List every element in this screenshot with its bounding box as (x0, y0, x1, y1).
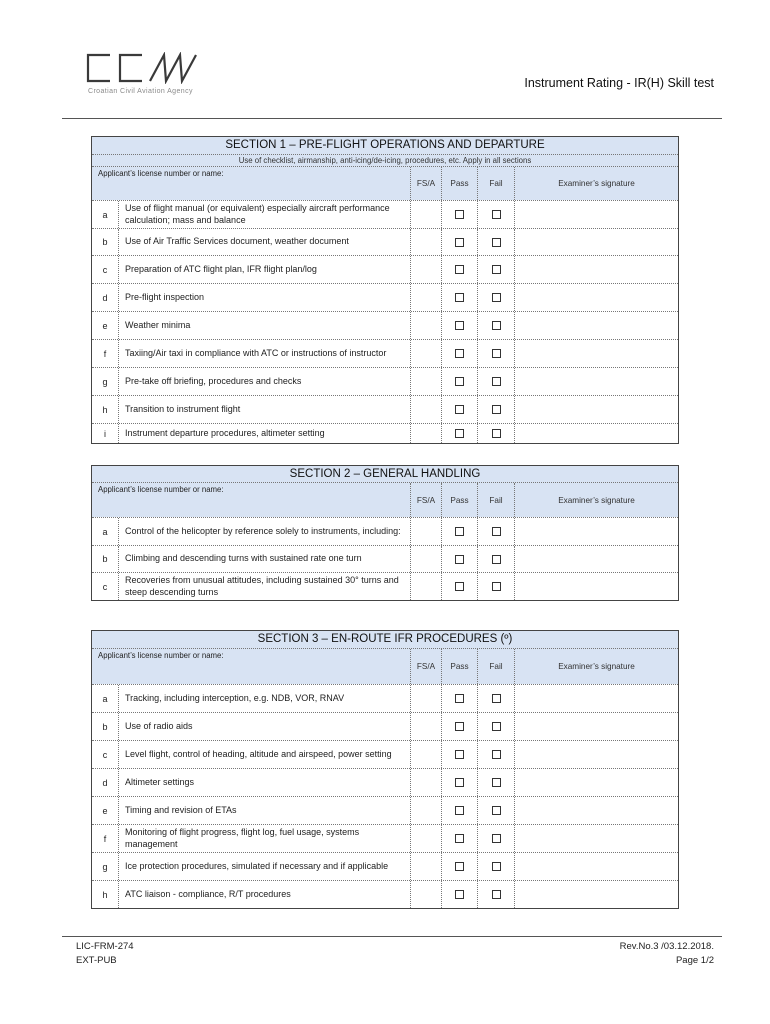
column-fsa: FS/A (411, 483, 442, 517)
section-subtitle: Use of checklist, airmanship, anti-icing/de-icing, procedures, etc. Apply in all sections (92, 155, 678, 167)
item-letter: b (92, 713, 119, 740)
fail-cell (478, 741, 515, 768)
fail-checkbox[interactable] (492, 265, 501, 274)
pass-checkbox[interactable] (455, 405, 464, 414)
fail-checkbox[interactable] (492, 405, 501, 414)
fsa-cell[interactable] (411, 229, 442, 255)
pass-cell (442, 546, 478, 572)
checklist-row (92, 518, 678, 546)
item-description: Ice protection procedures, simulated if necessary and if applicable (119, 853, 411, 880)
fsa-cell[interactable] (411, 368, 442, 395)
fsa-cell[interactable] (411, 201, 442, 228)
checklist-row (92, 797, 678, 825)
header-divider (62, 118, 722, 119)
examiner-signature-cell[interactable] (515, 256, 678, 283)
license-label: Applicant’s license number or name: (92, 649, 411, 684)
fsa-cell[interactable] (411, 769, 442, 796)
fail-cell (478, 881, 515, 908)
item-letter: a (92, 685, 119, 712)
column-examiner-signature: Examiner’s signature (515, 167, 678, 200)
examiner-signature-cell[interactable] (515, 825, 678, 852)
fsa-cell[interactable] (411, 284, 442, 311)
fail-checkbox[interactable] (492, 722, 501, 731)
checklist-row (92, 741, 678, 769)
page-number: Page 1/2 (675, 954, 714, 966)
item-description: Pre-flight inspection (119, 284, 411, 311)
fsa-cell[interactable] (411, 825, 442, 852)
item-description: Taxiing/Air taxi in compliance with ATC or instructions of instructor (119, 340, 411, 367)
fail-cell (478, 312, 515, 339)
fail-cell (478, 573, 515, 600)
item-description: Pre-take off briefing, procedures and checks (119, 368, 411, 395)
pass-cell (442, 741, 478, 768)
item-description: Recoveries from unusual attitudes, including sustained 30° turns and steep descending turns (119, 573, 411, 600)
section-3-table (91, 630, 679, 909)
fail-checkbox[interactable] (492, 555, 501, 564)
examiner-signature-cell[interactable] (515, 769, 678, 796)
document-title: Instrument Rating - IR(H) Skill test (524, 76, 714, 90)
table-header (92, 167, 678, 201)
fail-checkbox[interactable] (492, 238, 501, 247)
pass-cell (442, 396, 478, 423)
examiner-signature-cell[interactable] (515, 368, 678, 395)
fail-checkbox[interactable] (492, 890, 501, 899)
pass-cell (442, 424, 478, 443)
column-examiner-signature: Examiner’s signature (515, 483, 678, 517)
table-header (92, 649, 678, 685)
fail-checkbox[interactable] (492, 377, 501, 386)
fsa-cell[interactable] (411, 396, 442, 423)
item-letter: e (92, 797, 119, 824)
section-title: SECTION 1 – PRE-FLIGHT OPERATIONS AND DEPARTURE (92, 137, 678, 155)
item-letter: d (92, 284, 119, 311)
checklist-row (92, 396, 678, 424)
examiner-signature-cell[interactable] (515, 312, 678, 339)
section-1-table (91, 136, 679, 444)
checklist-row (92, 713, 678, 741)
fail-cell (478, 229, 515, 255)
fail-cell (478, 396, 515, 423)
checklist-row (92, 825, 678, 853)
item-description: Climbing and descending turns with sustained rate one turn (119, 546, 411, 572)
examiner-signature-cell[interactable] (515, 853, 678, 880)
item-letter: f (92, 825, 119, 852)
pass-cell (442, 713, 478, 740)
pass-checkbox[interactable] (455, 238, 464, 247)
checklist-row (92, 312, 678, 340)
fail-checkbox[interactable] (492, 862, 501, 871)
pass-cell (442, 284, 478, 311)
pass-checkbox[interactable] (455, 377, 464, 386)
examiner-signature-cell[interactable] (515, 518, 678, 545)
examiner-signature-cell[interactable] (515, 713, 678, 740)
agency-name: Croatian Civil Aviation Agency (88, 88, 193, 95)
item-letter: c (92, 741, 119, 768)
fsa-cell[interactable] (411, 546, 442, 572)
fsa-cell[interactable] (411, 713, 442, 740)
license-label: Applicant’s license number or name: (92, 167, 411, 200)
pass-cell (442, 797, 478, 824)
examiner-signature-cell[interactable] (515, 284, 678, 311)
fail-cell (478, 518, 515, 545)
pass-checkbox[interactable] (455, 527, 464, 536)
fsa-cell[interactable] (411, 741, 442, 768)
examiner-signature-cell[interactable] (515, 741, 678, 768)
item-description: Weather minima (119, 312, 411, 339)
pass-checkbox[interactable] (455, 582, 464, 591)
pass-checkbox[interactable] (455, 722, 464, 731)
fail-cell (478, 713, 515, 740)
checklist-row (92, 201, 678, 229)
item-description: Instrument departure procedures, altimeter setting (119, 424, 411, 443)
pass-checkbox[interactable] (455, 265, 464, 274)
pass-cell (442, 881, 478, 908)
fail-checkbox[interactable] (492, 321, 501, 330)
item-description: Monitoring of flight progress, flight log, fuel usage, systems management (119, 825, 411, 852)
footer-divider (62, 936, 722, 937)
checklist-row (92, 769, 678, 797)
checklist-row (92, 368, 678, 396)
column-fail: Fail (478, 167, 515, 200)
examiner-signature-cell[interactable] (515, 340, 678, 367)
examiner-signature-cell[interactable] (515, 797, 678, 824)
item-description: Transition to instrument flight (119, 396, 411, 423)
item-description: Timing and revision of ETAs (119, 797, 411, 824)
column-fsa: FS/A (411, 649, 442, 684)
footer-left (76, 940, 134, 968)
checklist-row (92, 546, 678, 573)
pass-cell (442, 518, 478, 545)
item-letter: a (92, 201, 119, 228)
fail-checkbox[interactable] (492, 293, 501, 302)
examiner-signature-cell[interactable] (515, 573, 678, 600)
examiner-signature-cell[interactable] (515, 546, 678, 572)
section-title: SECTION 2 – GENERAL HANDLING (92, 466, 678, 483)
item-letter: i (92, 424, 119, 443)
item-description: Control of the helicopter by reference solely to instruments, including: (119, 518, 411, 545)
pass-checkbox[interactable] (455, 429, 464, 438)
fail-cell (478, 284, 515, 311)
pass-cell (442, 769, 478, 796)
form-id: LIC-FRM-274 (76, 941, 134, 952)
fail-cell (478, 368, 515, 395)
pass-checkbox[interactable] (455, 210, 464, 219)
item-description: Use of radio aids (119, 713, 411, 740)
column-examiner-signature: Examiner’s signature (515, 649, 678, 684)
pass-cell (442, 312, 478, 339)
fsa-cell[interactable] (411, 853, 442, 880)
examiner-signature-cell[interactable] (515, 424, 678, 443)
item-letter: b (92, 546, 119, 572)
item-description: Preparation of ATC flight plan, IFR flight plan/log (119, 256, 411, 283)
item-description: Level flight, control of heading, altitude and airspeed, power setting (119, 741, 411, 768)
fsa-cell[interactable] (411, 424, 442, 443)
fail-checkbox[interactable] (492, 210, 501, 219)
fail-cell (478, 769, 515, 796)
item-letter: d (92, 769, 119, 796)
pass-cell (442, 201, 478, 228)
pass-cell (442, 229, 478, 255)
checklist-row (92, 573, 678, 600)
checklist-row (92, 284, 678, 312)
column-fail: Fail (478, 483, 515, 517)
fsa-cell[interactable] (411, 256, 442, 283)
fail-checkbox[interactable] (492, 527, 501, 536)
item-description: Use of Air Traffic Services document, weather document (119, 229, 411, 255)
fail-cell (478, 340, 515, 367)
distribution-code: EXT-PUB (76, 954, 117, 966)
fsa-cell[interactable] (411, 573, 442, 600)
item-letter: g (92, 368, 119, 395)
pass-checkbox[interactable] (455, 778, 464, 787)
item-letter: c (92, 256, 119, 283)
table-header (92, 483, 678, 518)
item-letter: b (92, 229, 119, 255)
fail-cell (478, 825, 515, 852)
fail-checkbox[interactable] (492, 778, 501, 787)
pass-checkbox[interactable] (455, 321, 464, 330)
item-letter: h (92, 881, 119, 908)
pass-cell (442, 685, 478, 712)
item-description: Tracking, including interception, e.g. NDB, VOR, RNAV (119, 685, 411, 712)
fsa-cell[interactable] (411, 797, 442, 824)
fail-checkbox[interactable] (492, 429, 501, 438)
checklist-row (92, 229, 678, 256)
fsa-cell[interactable] (411, 312, 442, 339)
fsa-cell[interactable] (411, 881, 442, 908)
pass-cell (442, 368, 478, 395)
examiner-signature-cell[interactable] (515, 396, 678, 423)
item-letter: f (92, 340, 119, 367)
pass-checkbox[interactable] (455, 293, 464, 302)
examiner-signature-cell[interactable] (515, 229, 678, 255)
fail-cell (478, 546, 515, 572)
checklist-row (92, 881, 678, 908)
column-pass: Pass (442, 649, 478, 684)
item-letter: c (92, 573, 119, 600)
examiner-signature-cell[interactable] (515, 201, 678, 228)
examiner-signature-cell[interactable] (515, 685, 678, 712)
fail-cell (478, 685, 515, 712)
section-2-table (91, 465, 679, 601)
license-label: Applicant’s license number or name: (92, 483, 411, 517)
pass-checkbox[interactable] (455, 806, 464, 815)
fsa-cell[interactable] (411, 685, 442, 712)
item-letter: g (92, 853, 119, 880)
item-letter: e (92, 312, 119, 339)
fail-checkbox[interactable] (492, 582, 501, 591)
column-fail: Fail (478, 649, 515, 684)
column-pass: Pass (442, 167, 478, 200)
item-letter: a (92, 518, 119, 545)
fail-checkbox[interactable] (492, 806, 501, 815)
fail-cell (478, 256, 515, 283)
item-description: ATC liaison - compliance, R/T procedures (119, 881, 411, 908)
pass-cell (442, 853, 478, 880)
checklist-row (92, 424, 678, 443)
checklist-row (92, 685, 678, 713)
pass-checkbox[interactable] (455, 750, 464, 759)
footer-right (620, 940, 714, 968)
ccaa-logo (84, 52, 202, 89)
column-pass: Pass (442, 483, 478, 517)
checklist-row (92, 340, 678, 368)
fail-checkbox[interactable] (492, 349, 501, 358)
fail-cell (478, 201, 515, 228)
pass-checkbox[interactable] (455, 890, 464, 899)
pass-cell (442, 573, 478, 600)
pass-cell (442, 340, 478, 367)
pass-checkbox[interactable] (455, 349, 464, 358)
examiner-signature-cell[interactable] (515, 881, 678, 908)
fail-checkbox[interactable] (492, 834, 501, 843)
section-title: SECTION 3 – EN-ROUTE IFR PROCEDURES (º) (92, 631, 678, 649)
pass-checkbox[interactable] (455, 694, 464, 703)
checklist-row (92, 256, 678, 284)
item-description: Use of flight manual (or equivalent) especially aircraft performance calculation; mass and balance (119, 201, 411, 228)
fsa-cell[interactable] (411, 518, 442, 545)
column-fsa: FS/A (411, 167, 442, 200)
pass-checkbox[interactable] (455, 555, 464, 564)
pass-cell (442, 256, 478, 283)
pass-checkbox[interactable] (455, 862, 464, 871)
revision-info: Rev.No.3 /03.12.2018. (619, 941, 714, 952)
fail-checkbox[interactable] (492, 694, 501, 703)
checklist-row (92, 853, 678, 881)
fail-checkbox[interactable] (492, 750, 501, 759)
pass-cell (442, 825, 478, 852)
fail-cell (478, 797, 515, 824)
fsa-cell[interactable] (411, 340, 442, 367)
pass-checkbox[interactable] (455, 834, 464, 843)
fail-cell (478, 853, 515, 880)
fail-cell (478, 424, 515, 443)
item-letter: h (92, 396, 119, 423)
item-description: Altimeter settings (119, 769, 411, 796)
